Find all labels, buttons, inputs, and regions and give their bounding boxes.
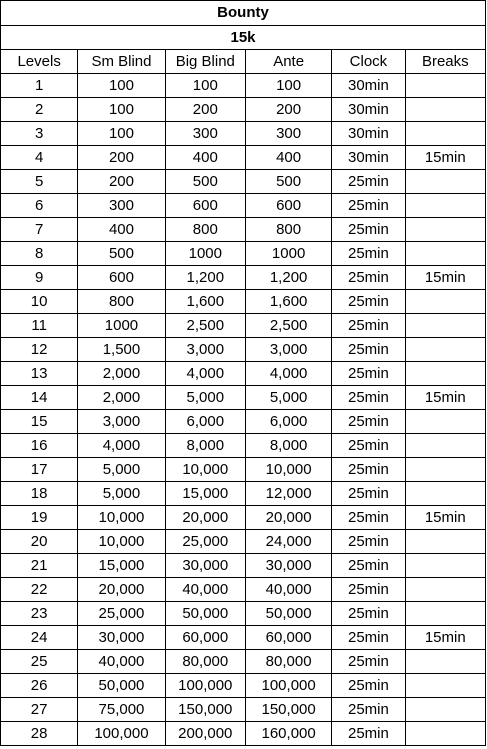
cell-breaks xyxy=(405,362,485,386)
cell-sm-blind: 50,000 xyxy=(78,674,165,698)
cell-breaks: 15min xyxy=(405,146,485,170)
table-row xyxy=(1,266,486,290)
sheet-title: Bounty xyxy=(1,1,486,26)
cell-ante: 30,000 xyxy=(245,554,331,578)
cell-level: 1 xyxy=(1,74,78,98)
cell-sm-blind: 3,000 xyxy=(78,410,165,434)
cell-ante: 1000 xyxy=(245,242,331,266)
cell-breaks xyxy=(405,194,485,218)
table-row xyxy=(1,314,486,338)
cell-sm-blind: 1,500 xyxy=(78,338,165,362)
table-row xyxy=(1,98,486,122)
cell-clock: 25min xyxy=(332,602,405,626)
table-row xyxy=(1,698,486,722)
cell-breaks xyxy=(405,674,485,698)
subtitle-row xyxy=(1,26,486,50)
cell-clock: 25min xyxy=(332,434,405,458)
cell-clock: 25min xyxy=(332,578,405,602)
table-row xyxy=(1,146,486,170)
cell-ante: 5,000 xyxy=(245,386,331,410)
cell-sm-blind: 5,000 xyxy=(78,482,165,506)
table-row xyxy=(1,722,486,746)
cell-clock: 25min xyxy=(332,674,405,698)
cell-sm-blind: 25,000 xyxy=(78,602,165,626)
cell-breaks xyxy=(405,290,485,314)
cell-breaks xyxy=(405,218,485,242)
table-row xyxy=(1,554,486,578)
cell-big-blind: 100 xyxy=(165,74,245,98)
cell-breaks xyxy=(405,338,485,362)
cell-breaks xyxy=(405,530,485,554)
cell-clock: 30min xyxy=(332,98,405,122)
cell-sm-blind: 300 xyxy=(78,194,165,218)
cell-breaks xyxy=(405,578,485,602)
cell-ante: 100,000 xyxy=(245,674,331,698)
cell-big-blind: 40,000 xyxy=(165,578,245,602)
cell-big-blind: 20,000 xyxy=(165,506,245,530)
cell-level: 2 xyxy=(1,98,78,122)
cell-clock: 30min xyxy=(332,122,405,146)
cell-ante: 100 xyxy=(245,74,331,98)
cell-ante: 400 xyxy=(245,146,331,170)
cell-ante: 160,000 xyxy=(245,722,331,746)
cell-ante: 60,000 xyxy=(245,626,331,650)
header-breaks: Breaks xyxy=(405,50,485,74)
cell-ante: 3,000 xyxy=(245,338,331,362)
cell-big-blind: 200 xyxy=(165,98,245,122)
cell-ante: 20,000 xyxy=(245,506,331,530)
cell-ante: 24,000 xyxy=(245,530,331,554)
table-row xyxy=(1,410,486,434)
cell-breaks xyxy=(405,410,485,434)
cell-clock: 25min xyxy=(332,626,405,650)
cell-clock: 25min xyxy=(332,506,405,530)
cell-level: 23 xyxy=(1,602,78,626)
cell-sm-blind: 600 xyxy=(78,266,165,290)
cell-level: 15 xyxy=(1,410,78,434)
cell-sm-blind: 200 xyxy=(78,146,165,170)
header-clock: Clock xyxy=(332,50,405,74)
cell-level: 28 xyxy=(1,722,78,746)
cell-big-blind: 25,000 xyxy=(165,530,245,554)
table-row xyxy=(1,218,486,242)
cell-clock: 25min xyxy=(332,410,405,434)
cell-big-blind: 200,000 xyxy=(165,722,245,746)
cell-level: 18 xyxy=(1,482,78,506)
cell-big-blind: 1,200 xyxy=(165,266,245,290)
cell-sm-blind: 500 xyxy=(78,242,165,266)
cell-big-blind: 80,000 xyxy=(165,650,245,674)
cell-sm-blind: 800 xyxy=(78,290,165,314)
cell-clock: 25min xyxy=(332,314,405,338)
cell-ante: 2,500 xyxy=(245,314,331,338)
cell-big-blind: 6,000 xyxy=(165,410,245,434)
cell-level: 13 xyxy=(1,362,78,386)
cell-sm-blind: 15,000 xyxy=(78,554,165,578)
cell-breaks xyxy=(405,698,485,722)
cell-ante: 300 xyxy=(245,122,331,146)
cell-sm-blind: 400 xyxy=(78,218,165,242)
table-row xyxy=(1,674,486,698)
cell-ante: 6,000 xyxy=(245,410,331,434)
cell-sm-blind: 100 xyxy=(78,74,165,98)
cell-big-blind: 30,000 xyxy=(165,554,245,578)
table-row xyxy=(1,650,486,674)
cell-breaks xyxy=(405,602,485,626)
cell-big-blind: 10,000 xyxy=(165,458,245,482)
cell-clock: 30min xyxy=(332,74,405,98)
cell-ante: 500 xyxy=(245,170,331,194)
cell-breaks xyxy=(405,122,485,146)
header-sm-blind: Sm Blind xyxy=(78,50,165,74)
title-row xyxy=(1,1,486,26)
cell-clock: 25min xyxy=(332,386,405,410)
cell-sm-blind: 10,000 xyxy=(78,506,165,530)
table-row xyxy=(1,530,486,554)
cell-big-blind: 4,000 xyxy=(165,362,245,386)
cell-ante: 8,000 xyxy=(245,434,331,458)
table-row xyxy=(1,434,486,458)
cell-ante: 600 xyxy=(245,194,331,218)
cell-level: 20 xyxy=(1,530,78,554)
cell-clock: 25min xyxy=(332,194,405,218)
cell-sm-blind: 2,000 xyxy=(78,386,165,410)
table-row xyxy=(1,602,486,626)
cell-clock: 25min xyxy=(332,242,405,266)
cell-level: 12 xyxy=(1,338,78,362)
cell-ante: 4,000 xyxy=(245,362,331,386)
header-big-blind: Big Blind xyxy=(165,50,245,74)
table-row xyxy=(1,458,486,482)
cell-breaks: 15min xyxy=(405,266,485,290)
cell-big-blind: 15,000 xyxy=(165,482,245,506)
cell-level: 17 xyxy=(1,458,78,482)
cell-ante: 50,000 xyxy=(245,602,331,626)
cell-big-blind: 60,000 xyxy=(165,626,245,650)
cell-clock: 25min xyxy=(332,362,405,386)
cell-level: 24 xyxy=(1,626,78,650)
cell-breaks xyxy=(405,170,485,194)
table-row xyxy=(1,386,486,410)
cell-sm-blind: 10,000 xyxy=(78,530,165,554)
cell-big-blind: 50,000 xyxy=(165,602,245,626)
cell-big-blind: 300 xyxy=(165,122,245,146)
cell-level: 19 xyxy=(1,506,78,530)
cell-sm-blind: 20,000 xyxy=(78,578,165,602)
cell-sm-blind: 5,000 xyxy=(78,458,165,482)
cell-sm-blind: 200 xyxy=(78,170,165,194)
cell-big-blind: 400 xyxy=(165,146,245,170)
cell-breaks: 15min xyxy=(405,386,485,410)
cell-clock: 25min xyxy=(332,170,405,194)
cell-breaks xyxy=(405,554,485,578)
header-levels: Levels xyxy=(1,50,78,74)
cell-clock: 25min xyxy=(332,290,405,314)
cell-level: 25 xyxy=(1,650,78,674)
cell-sm-blind: 4,000 xyxy=(78,434,165,458)
cell-sm-blind: 30,000 xyxy=(78,626,165,650)
cell-sm-blind: 75,000 xyxy=(78,698,165,722)
cell-ante: 40,000 xyxy=(245,578,331,602)
cell-sm-blind: 2,000 xyxy=(78,362,165,386)
cell-big-blind: 8,000 xyxy=(165,434,245,458)
table-row xyxy=(1,626,486,650)
cell-clock: 25min xyxy=(332,530,405,554)
cell-ante: 1,200 xyxy=(245,266,331,290)
cell-level: 8 xyxy=(1,242,78,266)
cell-ante: 150,000 xyxy=(245,698,331,722)
cell-clock: 25min xyxy=(332,338,405,362)
table-row xyxy=(1,194,486,218)
cell-breaks xyxy=(405,242,485,266)
cell-big-blind: 3,000 xyxy=(165,338,245,362)
cell-sm-blind: 100,000 xyxy=(78,722,165,746)
cell-level: 3 xyxy=(1,122,78,146)
sheet-subtitle: 15k xyxy=(1,26,486,50)
cell-level: 27 xyxy=(1,698,78,722)
cell-ante: 80,000 xyxy=(245,650,331,674)
cell-level: 9 xyxy=(1,266,78,290)
cell-ante: 800 xyxy=(245,218,331,242)
cell-level: 4 xyxy=(1,146,78,170)
cell-level: 16 xyxy=(1,434,78,458)
cell-clock: 25min xyxy=(332,266,405,290)
cell-breaks xyxy=(405,314,485,338)
cell-clock: 25min xyxy=(332,650,405,674)
cell-level: 26 xyxy=(1,674,78,698)
cell-big-blind: 1000 xyxy=(165,242,245,266)
cell-clock: 25min xyxy=(332,218,405,242)
table-row xyxy=(1,578,486,602)
cell-breaks xyxy=(405,434,485,458)
cell-breaks xyxy=(405,722,485,746)
cell-big-blind: 800 xyxy=(165,218,245,242)
cell-ante: 12,000 xyxy=(245,482,331,506)
cell-level: 21 xyxy=(1,554,78,578)
cell-level: 22 xyxy=(1,578,78,602)
table-row xyxy=(1,290,486,314)
header-ante: Ante xyxy=(245,50,331,74)
table-row xyxy=(1,362,486,386)
cell-breaks xyxy=(405,650,485,674)
cell-sm-blind: 40,000 xyxy=(78,650,165,674)
cell-big-blind: 150,000 xyxy=(165,698,245,722)
table-row xyxy=(1,74,486,98)
table-row xyxy=(1,122,486,146)
cell-sm-blind: 100 xyxy=(78,98,165,122)
cell-big-blind: 100,000 xyxy=(165,674,245,698)
cell-sm-blind: 1000 xyxy=(78,314,165,338)
cell-clock: 25min xyxy=(332,722,405,746)
cell-big-blind: 5,000 xyxy=(165,386,245,410)
cell-breaks: 15min xyxy=(405,626,485,650)
cell-level: 6 xyxy=(1,194,78,218)
cell-ante: 200 xyxy=(245,98,331,122)
cell-ante: 10,000 xyxy=(245,458,331,482)
header-row xyxy=(1,50,486,74)
cell-big-blind: 600 xyxy=(165,194,245,218)
cell-ante: 1,600 xyxy=(245,290,331,314)
cell-big-blind: 2,500 xyxy=(165,314,245,338)
table-row xyxy=(1,242,486,266)
cell-level: 14 xyxy=(1,386,78,410)
cell-big-blind: 1,600 xyxy=(165,290,245,314)
cell-breaks xyxy=(405,98,485,122)
cell-sm-blind: 100 xyxy=(78,122,165,146)
cell-breaks xyxy=(405,482,485,506)
cell-big-blind: 500 xyxy=(165,170,245,194)
cell-level: 7 xyxy=(1,218,78,242)
cell-breaks: 15min xyxy=(405,506,485,530)
cell-level: 10 xyxy=(1,290,78,314)
cell-level: 11 xyxy=(1,314,78,338)
cell-clock: 25min xyxy=(332,554,405,578)
table-row xyxy=(1,506,486,530)
cell-breaks xyxy=(405,74,485,98)
cell-clock: 30min xyxy=(332,146,405,170)
table-row xyxy=(1,482,486,506)
table-row xyxy=(1,338,486,362)
cell-clock: 25min xyxy=(332,482,405,506)
cell-level: 5 xyxy=(1,170,78,194)
cell-breaks xyxy=(405,458,485,482)
table-row xyxy=(1,170,486,194)
cell-clock: 25min xyxy=(332,698,405,722)
cell-clock: 25min xyxy=(332,458,405,482)
